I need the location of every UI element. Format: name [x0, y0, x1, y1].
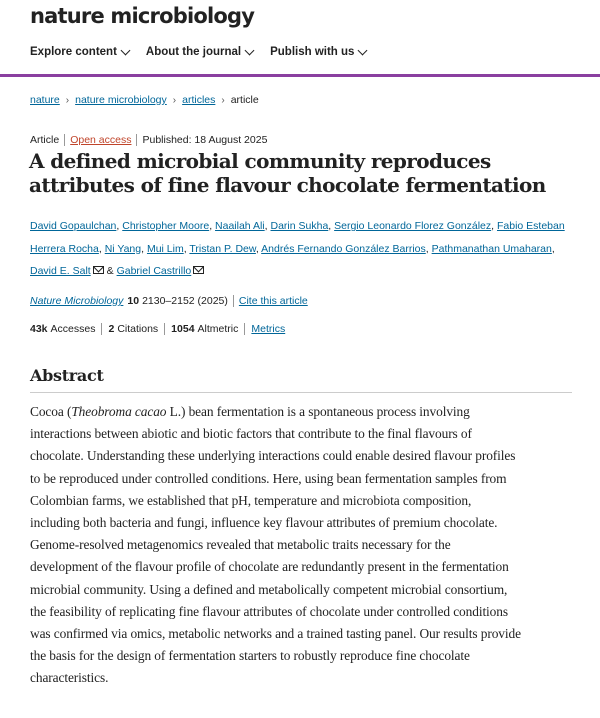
breadcrumb-nature-microbiology[interactable]: nature microbiology: [75, 94, 167, 106]
abstract-line: microbial community. Using a defined and metabolically competent microbial consortium,: [30, 581, 508, 597]
abstract-heading: Abstract: [30, 366, 104, 385]
breadcrumb: [30, 94, 259, 106]
metrics-divider: [244, 323, 245, 335]
main-nav: [30, 46, 366, 58]
abstract-line: interactions between abiotic and biotic factors that contribute to the final flavours of: [30, 426, 472, 442]
journal-link[interactable]: Nature Microbiology: [30, 295, 124, 307]
open-access-link[interactable]: Open access: [70, 134, 132, 146]
author-link[interactable]: David Gopaulchan: [30, 220, 117, 232]
abstract-body: [30, 401, 575, 690]
author-link[interactable]: Pathmanathan Umaharan: [431, 242, 552, 255]
nav-publish-with-us-label: Publish with us: [270, 46, 355, 58]
author-link[interactable]: Andrés Fernando González Barrios: [261, 242, 426, 255]
nav-publish-with-us[interactable]: [270, 46, 366, 58]
breadcrumb-articles[interactable]: articles: [182, 94, 216, 106]
abstract-line: the feasibility of replicating fine flavour attributes of chocolate under controlled conditions: [30, 603, 508, 619]
citation-line: [30, 295, 308, 307]
abstract-line: characteristics.: [30, 670, 109, 686]
author-link[interactable]: Darin Sukha: [270, 220, 329, 232]
abstract-line: Colombian farms, we established that pH, temperature and microbiota composition,: [30, 492, 472, 508]
breadcrumb-separator-icon: ›: [172, 94, 177, 106]
author-link[interactable]: Ni Yang: [104, 242, 142, 255]
journal-brand[interactable]: nature microbiology: [30, 4, 255, 28]
altmetric-score: 1054: [171, 323, 195, 335]
email-icon[interactable]: [93, 266, 104, 274]
authors-joiner: &: [106, 265, 114, 277]
article-metrics: [30, 323, 285, 335]
breadcrumb-current: article: [230, 94, 259, 106]
accesses-count: 43k: [30, 323, 48, 335]
metrics-divider: [164, 323, 165, 335]
author-link[interactable]: Sergio Leonardo Florez González: [334, 220, 492, 232]
chevron-down-icon: [358, 45, 368, 55]
abstract-line: including both bacteria and fungi, influence key flavour attributes of premium chocolate.: [30, 515, 498, 531]
nav-explore-content-label: Explore content: [30, 46, 117, 58]
abstract-line: to be reproduced under controlled conditions. Here, using bean fermentation samples from: [30, 470, 507, 486]
meta-divider: [64, 134, 65, 146]
abstract-line: was confirmed via omics, metabolic networks and a trained tasting panel. Our results provide: [30, 626, 521, 642]
metrics-link[interactable]: Metrics: [251, 323, 286, 335]
altmetric-label: Altmetric: [197, 323, 239, 335]
email-icon[interactable]: [193, 266, 204, 274]
metrics-divider: [101, 323, 102, 335]
abstract-line: development of the flavour profile of chocolate are redundantly present in the fermentation: [30, 559, 509, 575]
breadcrumb-separator-icon: ›: [65, 94, 70, 106]
citations-count: 2: [108, 323, 115, 335]
author-list: David Gopaulchan, Christopher Moore, Naailah Ali, Darin Sukha, Sergio Leonardo Florez González, Fabio Esteban Herrera Rocha, Ni Yang, Mui Lim, Tristan P. Dew, Andrés Fernando González Barrios, Pathmanathan Umaharan, David E. Salt & Gabriel Castrillo: [30, 220, 565, 277]
nav-about-the-journal[interactable]: [146, 46, 253, 58]
author-link[interactable]: Fabio Esteban Herrera Rocha: [30, 220, 565, 255]
published-date: Published: 18 August 2025: [142, 134, 268, 146]
article-type: Article: [30, 134, 60, 146]
breadcrumb-nature[interactable]: nature: [30, 94, 60, 106]
nav-about-the-journal-label: About the journal: [145, 46, 242, 58]
article-title: A defined microbial community reproduces attributes of fine flavour chocolate fermentation: [29, 149, 546, 197]
meta-divider: [136, 134, 137, 146]
page-range: 2130–2152 (2025): [142, 295, 228, 307]
abstract-line: the basis for the design of fermentation starters to robustly reproduce fine chocolate: [30, 648, 470, 664]
article-meta: [30, 134, 267, 146]
abstract-line: Cocoa (Theobroma cacao L.) bean fermentation is a spontaneous process involving: [30, 404, 470, 419]
author-link[interactable]: Mui Lim: [146, 242, 184, 255]
author-link[interactable]: Tristan P. Dew: [189, 242, 256, 255]
volume-number: 10: [127, 295, 140, 307]
chevron-down-icon: [120, 45, 130, 55]
author-link[interactable]: David E. Salt: [30, 265, 91, 277]
author-link[interactable]: Gabriel Castrillo: [116, 265, 192, 277]
abstract-line: chocolate. Understanding these underlying interactions could enable desired flavour profiles: [30, 448, 516, 464]
nav-explore-content[interactable]: [30, 46, 129, 58]
breadcrumb-separator-icon: ›: [221, 94, 225, 106]
citation-divider: [233, 295, 234, 307]
author-link[interactable]: Christopher Moore: [122, 220, 210, 232]
abstract-line: Genome-resolved metagenomics revealed that metabolic traits necessary for the: [30, 537, 451, 553]
cite-this-article-link[interactable]: Cite this article: [238, 295, 308, 307]
accesses-label: Accesses: [50, 323, 96, 335]
abstract-divider: [30, 392, 572, 393]
citations-label: Citations: [117, 323, 159, 335]
chevron-down-icon: [245, 45, 255, 55]
header-divider: [0, 74, 600, 77]
author-link[interactable]: Naailah Ali: [215, 220, 265, 232]
species-name: Theobroma cacao: [71, 404, 167, 419]
